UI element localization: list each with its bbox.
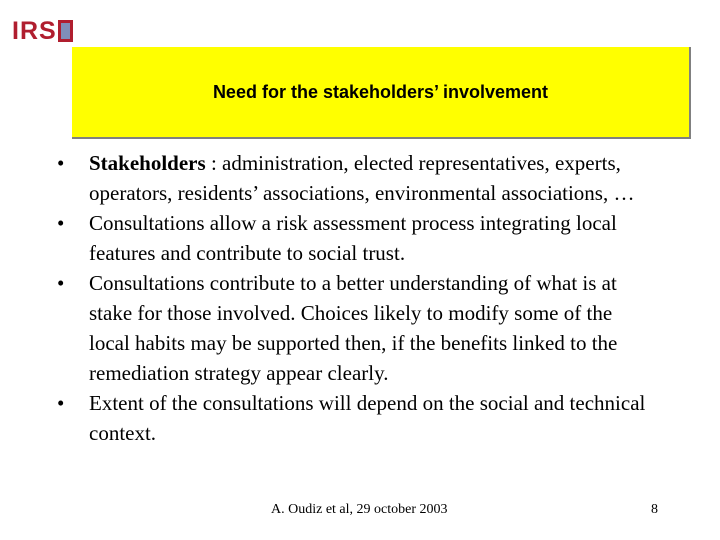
bullet-item (55, 208, 655, 268)
bullet-dot-icon: • (57, 151, 65, 175)
bullet-item (55, 268, 655, 388)
bullet-text: Extent of the consultations will depend on the social and technical context. (89, 391, 646, 445)
bullet-item (55, 388, 655, 448)
bullet-dot-icon: • (57, 211, 65, 235)
irsn-logo (12, 18, 73, 44)
bullet-text: Consultations allow a risk assessment process integrating local features and contribute to social trust. (89, 211, 617, 265)
bullet-dot-icon: • (57, 271, 65, 295)
bullet-dot-icon: • (57, 391, 65, 415)
slide-title: Need for the stakeholders’ involvement (212, 81, 549, 102)
footer-citation: A. Oudiz et al, 29 october 2003 (271, 502, 448, 517)
bullet-item (55, 148, 655, 208)
bullet-text: Consultations contribute to a better understanding of what is at stake for those involved. Choices likely to modify some of the local habits may be supported then, if the benefits linked to the remediation strategy appear clearly. (89, 271, 618, 385)
title-band (72, 47, 691, 139)
bullet-text: : administration, elected representatives, experts, operators, residents’ associations, environmental associations, … (89, 151, 635, 205)
bullet-bold-term: Stakeholders (89, 151, 206, 175)
logo-text: IRS (12, 17, 57, 45)
irsn-logo-mark-icon (58, 20, 73, 42)
bullet-list (55, 148, 655, 448)
page-number: 8 (651, 502, 658, 517)
